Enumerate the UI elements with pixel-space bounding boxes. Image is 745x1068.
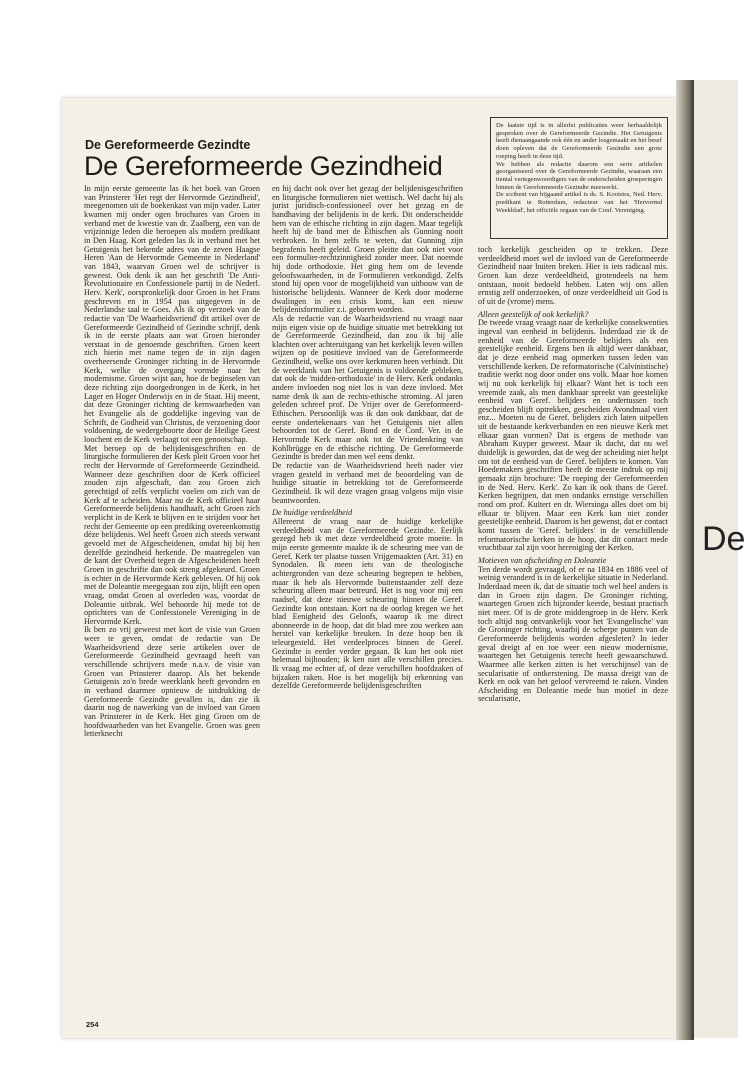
column2-paragraph: en hij dacht ook over het gezag der belijdenisgeschriften en liturgische formulieren niet wettisch. Wel dacht hij als jurist juridisch-confessioneel over het gezag en de handhaving der belijdenis in de kerk. Dit onderscheidde hem van de ethische richting in zijn dagen. Maar tegelijk heeft hij de band met de Ethischen als Gunning nooit verbroken. In hem zelfs te weten, dat Gunning zijn begrafenis heeft geleid. Groen pleitte dan ook niet voor een formulier-rechtzinnigheid zonder meer. Dat noemde hij dode orthodoxie. Het ging hem om de levende geloofswaarheden, in de Formulieren verkondigd. Zelfs stond hij open voor de mogelijkheid van uitbouw van de historische belijdenis. Wanneer de Kerk door moderne dwalingen in een crisis komt, kan een nieuw belijdenisformulier z.i. geboren worden.	[272, 184, 463, 315]
column2-paragraph: De redactie van de Waarheidsvriend heeft nader vier vragen gesteld in verband met de beoordeling van de huidige situatie in betrekking tot de Gereformeerde Gezindheid. Ik wil deze vragen graag volgens mijn visie beantwoorden.	[272, 461, 463, 505]
section-heading: Motieven van afscheiding en Doleantie	[478, 555, 607, 565]
column3-paragraph: toch kerkelijk gescheiden op te trekken. Deze verdeeldheid moet wel de invloed van de Gereformeerde Gezindheid naar buiten breken. Hier is iets radicaal mis. Groen kan deze verdeeldheid, grotendeels na hem ontstaan, nooit bedoeld hebben. Laten wij ons allen ernstig zelf onderzoeken, of onze verdeeldheid uit God is of uit de (vrome) mens.	[478, 245, 668, 306]
column2-paragraph: Allereerst de vraag naar de huidige kerkelijke verdeeldheid van de Gereformeerde Gezindte. Eerlijk gezegd heb ik met deze verdeeldheid grote moeite. In mijn eerste gemeente maakte ik de scheuring mee van de Geref. Kerk ter plaatse tussen Vrijgemaakten (Art. 31) en Synodalen. Ik meen iets van de theologische achtergronden van deze scheuring begrepen te hebben, maar ik heb als Hervormde buitenstaander zelf deze scheuring alleen maar betreurd. Het is nog voor mij een raadsel, dat deze nieuwe scheuring binnen de Geref. Gezindte kon ontstaan. Kort na de oorlog kregen we het blad Eenigheid des Geloofs, waarop ik me direct abonneerde in de hoop, dat dit blad mee zou werken aan herstel van kerkelijke breuken. In deze hoop ben ik teleurgesteld. Het verdeelproces binnen de Geref. Gezindte is eerder verder gegaan. Ik kan het ook niet helemaal bijhouden; ik ken niet alle verschillen precies. Ik vraag me echter af, of deze verschillen hoofdzaken of bijzaken raken. Hoe is het mogelijk bij erkenning van dezelfde Gereformeerde belijdenisgeschriften	[272, 516, 463, 691]
article-title: De Gereformeerde Gezindheid	[84, 151, 443, 181]
facing-page-edge	[694, 80, 745, 1038]
section-heading: Alleen geestelijk of ook kerkelijk?	[478, 309, 589, 319]
column1-paragraph: In mijn eerste gemeente las ik het boek van Groen van Prinsterer 'Het regt der Hervormde Gezindheid', meegenomen uit de boekenkast van mijn vader. Later kwamen mij onder ogen brochures van Groen in verband met de kwestie van dr. Zaalberg, een van de vrijzinnige leden die beroepen als modern predikant in Den Haag. Kort geleden las ik in verband met het Getuigenis het bekende adres van de zeven Haagse Heren 'Aan de Hervormde Gemeente in Nederland' van 1843, waarvan Groen wel de schrijver is geweest. Ook denk ik aan het geschrift 'De Anti-Revolutionaire en Confessionele partij in de Nederl. Herv. Kerk', oorspronkelijk door Groen in het Frans geschreven en in 1954 pas uitgegeven in de Nederlandse taal te Goes. Als ik op verzoek van de redactie van 'De Waarheidsvriend' dit artikel over de Gereformeerde Gezindheid of Gezindte schrijf, denk ik in de eerste plaats aan wat Groen hieronder verstaat in de genoemde geschriften. Groen keert zich hierin met name tegen de in zijn dagen overheersende Groninger richting in de Hervormde Kerk, welke de overgang vormde naar het modernisme. Groen wijst aan, hoe de beginselen van deze richting zijn doorgedrongen in de Kerk, in het Lager en Hoger Onderwijs en in de Staat. Hij meent, dat deze Groninger richting de kernwaarheden van het Evangelie als de goddelijke ingeving van de Schrift, de Godheid van Christus, de verzoening door voldoening, de wedergeboorte door de Heilige Geest loochent en de Kerk verlaagt tot een genootschap.	[84, 184, 260, 445]
text-column-3	[478, 246, 668, 704]
column1-paragraph: Ik ben zo vrij geweest met kort de visie van Groen weer te geven, omdat de redactie van De Waarheidsvriend deze serie artikelen over de Gereformeerde Gezindheid gevraagd heeft van verschillende schrijvers mede n.a.v. de visie van Groen van Prinsterer daarop. Als het bekende Getuigenis zo'n brede weerklank heeft gevonden en in verband daarmee opnieuw de uitdrukking de Gereformeerde Gezindte gevallen is, dan zie ik daarin nog de nawerking van de invloed van Groen van Prinsterer in de Kerk. Het ging Groen om de hoofdwaarheden van het Evangelie. Groen was geen letterknecht	[84, 625, 260, 739]
column3-paragraph: De tweede vraag vraagt naar de kerkelijke consekwenties ingeval van eenheid in belijdenis. Inderdaad zie ik de eenheid van de Gereformeerde belijders als een geestelijke eenheid. Ergens ben ik altijd weer dankbaar, dat je deze eenheid mag opmerken tussen leden van verschillende kerken. De reformatorische (Calvinistische) traditie werkt nog door onder ons volk. Maar hoe komen wij nu ook kerkelijk bij elkaar? Want het is toch een vreemde zaak, als men dankbaar spreekt van geestelijke eenheid van Geref. belijders en ondertussen toch gescheiden blijft optrekken, gescheiden Avondmaal viert enz... Moeten nu de Geref. belijders zich laten uitpellen uit de bestaande kerkverbanden en een nieuwe Kerk met elkaar gaan vormen? Dat is ergens de methode van Abraham Kuyper geweest. Maar ik dacht, dat nu wel duidelijk is geworden, dat de weg der scheiding niet helpt om tot de eenheid van de Geref. belijders te komen. Van Hoedemakers geschriften heeft de meeste indruk op mij gemaakt zijn brochure: 'De roeping der Gereformeerden in de Ned. Herv. Kerk'. Zo kan ik ook thans de Geref. Kerken begrijpen, dat men ondanks ernstige verschillen rond om prof. Kuitert en dr. Wiersinga alles doet om bij elkaar te blijven. Maar een Kerk kan niet zonder geestelijke eenheid. Daarom is het gewenst, dat er contact komt tussen de 'Geref. belijders' in de verschillende reformatorische kerken in de hoop, dat dit contact mede vruchtbaar zal zijn voor hereniging der Kerken.	[478, 318, 668, 553]
note-paragraph-3: De scribent van bijgaand artikel is ds. S. Kooistra, Ned. Herv. predikant te Rotterdam, redacteur van het 'Hervormd Weekblad', het officiële orgaan van de Conf. Vereniging.	[496, 191, 662, 214]
note-paragraph-1: De laatste tijd is in allerlei publicaties weer herhaaldelijk gesproken over de Gereformeerde Gezindte. Het Getuigenis heeft dienaangaande ook één en ander losgemaakt en het besef doen opleven dat de Gereformeerde Gezindte een grote roeping heeft in deze tijd.	[496, 122, 662, 160]
text-column-2	[272, 185, 463, 691]
section-heading: De huidige verdeeldheid	[272, 508, 353, 518]
column3-paragraph: Ten derde wordt gevraagd, of er na 1834 en 1886 veel of weinig veranderd is in de kerkelijke situatie in Nederland. Inderdaad meen ik, dat de situatie toch wel heel anders is dan in Groen zijn dagen. De Groninger richting, waartegen Groen zich bijzonder keerde, bestaat practisch niet meer. Of is de grote middengroep in de Herv. Kerk toch altijd nog ontvankelijk voor het 'Evangelische' van de Groninger richting, waarbij de scherpe punten van de Gereformeerde belijdenis worden afgesleten? In ieder geval dreigt af en toe weer een nieuw modernisme, waartegen het Getuigenis terecht heeft gewaarschuwd. Waarmee alle kerken zitten is het verschijnsel van de secularisatie of ontkerstening. De massa dreigt van de Kerk en ook van het geloof vervreemd te raken. Vinden Afscheiding en Doleantie mede hun motief in deze secularisatie,	[478, 564, 668, 704]
page-number: 254	[86, 1020, 99, 1029]
article-kicker: De Gereformeerde Gezindte	[85, 138, 251, 152]
text-column-1	[84, 185, 260, 739]
column2-paragraph: Als de redactie van de Waarheidsvriend nu vraagt naar mijn eigen visie op de huidige situatie met betrekking tot de Gereformeerde Gezindheid, dan zou ik bij alle klachten over achteruitgang van het kerkelijk leven willen wijzen op de positieve invloed van de Gereformeerde Gezindheid, welke ons over kerkmuren heen verbindt. Dit de weerklank van het Getuigenis is voldoende gebleken, dat ook de 'midden-orthodoxie' in de Herv. Kerk ondanks andere invloeden nog niet los is van deze invloed. Met name denk ik aan de rechts-ethische stroming. Al jaren geleden schreef prof. De Vrijer over de Gereformeerd-Ethischen. Persoonlijk was ik dan ook dankbaar, dat de eerste ondertekenaars van het Getuigenis niet allen behoorden tot de Geref. Bond en de Conf. Ver. in de Hervormde Kerk maar ook tot de Vriendenkring van Kohlbrügge en de ethische richting. De Gereformeerde Gezindte is breder dan men wel eens denkt.	[272, 313, 463, 462]
note-paragraph-2: We hebben als redactie daarom een serie artikelen georganiseerd over de Gereformeerde Gezindte, waaraan een tiental vertegenwoordigers van de onderscheiden groeperingen binnen de Gereformeerde Gezindte meewerkt.	[496, 160, 662, 191]
column1-paragraph: Met beroep op de belijdenisgeschriften en de liturgische formulieren der Kerk pleit Groen voor het recht der Hervormde of Gereformeerde Gezindheid. Wanneer deze geschriften door de Kerk officieel zouden zijn afgeschaft, dan zou Groen zich gerechtigd of zelfs verplicht voelen om zich van de Kerk af te scheiden. Maar nu de Kerk officieel haar Gereformeerde belijdenis handhaaft, acht Groen zich verplicht in de Kerk te blijven en te strijden voor het recht der Gemeente op een prediking overeenkomstig déze belijdenis. Wel heeft Groen zich steeds verwant gevoeld met de Afgescheidenen, omdat hij bij hen dezelfde gezindheid herkende. De maatregelen van de kant der Overheid tegen de Afgescheidenen heeft Groen in geschrifte dan ook streng afgekeurd. Groen is echter in de Hervormde Kerk gebleven. Of hij ook met de Doleantie meegegaan zou zijn, blijft een open vraag, omdat Groen al overleden was, voordat de Doleantie uitbrak. Wel behoorde hij mede tot de oprichters van de Confessionele Vereniging in de Hervormde Kerk.	[84, 443, 260, 626]
book-gutter	[676, 80, 694, 1040]
facing-page-heading-fragment: De	[702, 520, 745, 558]
editorial-note-box	[490, 117, 668, 239]
